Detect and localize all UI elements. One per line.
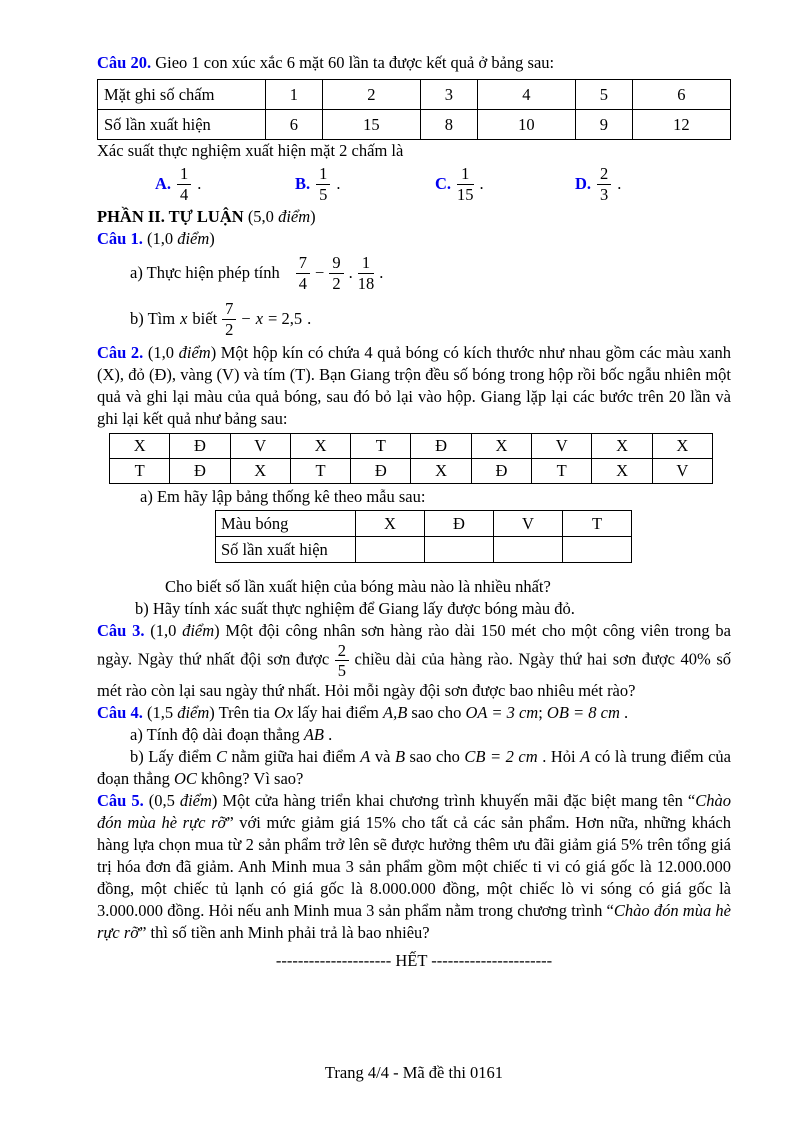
q1-part-b (97, 296, 731, 342)
period: . (307, 309, 312, 328)
q4-text: ; (538, 702, 547, 722)
q4b-text: có là trung điểm của đoạn thẳng (97, 746, 731, 788)
q3-points-close: ) (214, 621, 226, 640)
fraction (335, 642, 349, 680)
q20-question: Xác suất thực nghiệm xuất hiện mặt 2 chấm là (97, 141, 404, 160)
q4b-text: sao cho (405, 746, 465, 766)
table-row (98, 80, 731, 110)
part2-points-close: ) (310, 207, 316, 226)
table-header-cell: Số lần xuất hiện (216, 537, 356, 563)
q4a-text: a) Tính độ dài đoạn thẳng (130, 724, 304, 744)
q1-heading (97, 228, 731, 250)
minus-sign: − (315, 263, 325, 282)
table-cell: T (563, 511, 632, 537)
fraction (597, 165, 611, 203)
q1-points-open: (1,0 (142, 229, 178, 248)
table-cell: X (110, 434, 170, 459)
table-cell: X (356, 511, 425, 537)
table-row (110, 459, 713, 484)
equation-value: = 2,5 (268, 309, 303, 328)
table-cell: 8 (420, 110, 477, 140)
table-cell: 9 (575, 110, 632, 140)
q3-body-text2: chiều dài của hàng rào. Ngày thứ hai sơn được 40% số mét rào còn lại sau ngày thứ nhất. Hỏi mỗi ngày đội sơn được bao nhiêu mét rào? (97, 649, 731, 700)
q1-points-close: ) (209, 229, 215, 248)
math-x: x (255, 309, 264, 328)
q1-points-word: điểm (177, 229, 210, 248)
q4b-text: . Hỏi (537, 746, 581, 766)
fraction-numerator: 1 (457, 165, 474, 184)
table-cell: 15 (322, 110, 420, 140)
q4-points-word: điểm (177, 702, 210, 722)
q4-text: Trên tia (218, 702, 274, 722)
table-cell: Đ (411, 434, 471, 459)
fraction-denominator: 18 (357, 273, 375, 293)
math-Ox: Ox (273, 702, 294, 722)
math-A: A (580, 746, 591, 766)
part2-heading (97, 206, 731, 228)
fraction-numerator: 7 (222, 300, 236, 319)
table-cell: Đ (170, 459, 230, 484)
q3-points-open: (1,0 (144, 621, 183, 640)
fraction-denominator: 4 (298, 273, 308, 293)
math-C: C (215, 746, 227, 766)
q3-label: Câu 3. (97, 621, 145, 640)
math-OC: OC (173, 768, 197, 788)
table-header-cell: Mặt ghi số chấm (98, 80, 266, 110)
q5-text: ” với mức giảm giá 15% cho tất cả các sản phẩm. Hơn nữa, những khách hàng lựa chọn mua từ 2 sản phẩm trở lên sẽ được hưởng thêm ưu đãi giảm giá 5% trên tổng giá trị hóa đơn đã giảm. Anh Minh mua 3 sản phẩm gồm một chiếc ti vi có giá gốc là 12.000.000 đồng, một chiếc tủ lạnh có giá gốc là 8.000.000 đồng, một chiếc lò vi sóng có giá gốc là 3.000.000 đồng. Hỏi nếu anh Minh mua 3 sản phẩm nằm trong chương trình “ (97, 812, 731, 920)
q2-note: Cho biết số lần xuất hiện của bóng màu nào là nhiều nhất? (165, 577, 551, 596)
q5-points-open: (0,5 (143, 790, 180, 810)
table-cell: Đ (351, 459, 411, 484)
fraction (296, 254, 310, 292)
table-cell: V (532, 434, 592, 459)
fraction-numerator: 2 (335, 642, 349, 661)
table-cell: X (652, 434, 712, 459)
q5-text: ” thì số tiền anh Minh phải trả là bao nhiêu? (139, 922, 430, 942)
table-cell: 6 (632, 80, 730, 110)
option-a (155, 165, 295, 203)
fraction-numerator: 9 (329, 254, 343, 273)
page-footer: Trang 4/4 - Mã đề thi 0161 (324, 1063, 504, 1082)
fraction-denominator: 2 (332, 273, 341, 293)
q20-label: Câu 20. (97, 53, 152, 72)
end-dashes-left: --------------------- (275, 950, 392, 970)
q5-promo-name: Chào đón mùa hè rực rỡ (97, 900, 731, 942)
math-B: B (394, 746, 406, 766)
table-row (216, 537, 632, 563)
math-x: x (180, 309, 188, 328)
fraction-numerator: 2 (597, 165, 611, 184)
math-OA: OA = 3 cm (465, 702, 539, 722)
minus-sign: − (241, 309, 251, 328)
table-cell: X (592, 434, 652, 459)
table-cell: 3 (420, 80, 477, 110)
q3-body (97, 620, 731, 702)
fraction-denominator: 5 (337, 661, 346, 681)
math-AB-points: A,B (383, 702, 408, 722)
table-row (110, 434, 713, 459)
table-cell: 12 (632, 110, 730, 140)
table-cell: V (494, 511, 563, 537)
period: . (379, 263, 384, 282)
option-c (435, 165, 575, 203)
fraction (316, 165, 330, 203)
option-a-period: . (197, 174, 202, 193)
option-a-label: A. (155, 174, 172, 193)
stats-template-table (215, 510, 632, 563)
part2-title: PHẦN II. TỰ LUẬN (97, 207, 244, 226)
option-d-period: . (617, 174, 622, 193)
table-cell-empty (494, 537, 563, 563)
fraction-numerator: 1 (358, 254, 375, 273)
table-cell: X (411, 459, 471, 484)
table-cell: X (592, 459, 652, 484)
part2-points-word: điểm (278, 207, 311, 226)
q1-label: Câu 1. (97, 229, 143, 248)
end-dashes-right: ---------------------- (431, 950, 553, 970)
fraction-numerator: 1 (316, 165, 330, 184)
draw-results-table (109, 433, 713, 484)
table-cell-empty (356, 537, 425, 563)
table-cell: V (652, 459, 712, 484)
period: . (324, 724, 333, 744)
fraction (358, 254, 375, 292)
table-header-cell: Màu bóng (216, 511, 356, 537)
q4-text: lấy hai điểm (293, 702, 383, 722)
table-cell: T (290, 459, 350, 484)
table-row (216, 511, 632, 537)
table-cell: X (290, 434, 350, 459)
table-cell: Đ (170, 434, 230, 459)
q4-part-b (97, 746, 731, 790)
q2-points-open: (1,0 (143, 343, 179, 362)
fraction (329, 254, 343, 292)
q4-points-open: (1,5 (142, 702, 178, 722)
option-b (295, 165, 435, 203)
q4-part-a (97, 724, 731, 746)
math-CB: CB = 2 cm (464, 746, 538, 766)
table-cell: 2 (322, 80, 420, 110)
table-cell: 6 (266, 110, 323, 140)
fraction-denominator: 2 (225, 319, 234, 339)
end-marker (97, 950, 731, 972)
q5-text: Một cửa hàng triển khai chương trình khuyến mãi đặc biệt mang tên “ (222, 790, 696, 810)
q2-label: Câu 2. (97, 343, 144, 362)
table-cell: Đ (425, 511, 494, 537)
table-cell: X (471, 434, 531, 459)
q5-points-close: ) (211, 790, 223, 810)
table-cell: 10 (477, 110, 575, 140)
fraction-denominator: 5 (319, 184, 328, 204)
table-cell: X (230, 459, 290, 484)
table-cell: 5 (575, 80, 632, 110)
multiplication-dot: . (348, 263, 353, 282)
q5-promo-name: Chào đón mùa hè rực rỡ (97, 790, 731, 832)
table-header-cell: Số lần xuất hiện (98, 110, 266, 140)
option-b-period: . (336, 174, 341, 193)
fraction-denominator: 4 (180, 184, 189, 204)
table-cell: Đ (471, 459, 531, 484)
table-cell: T (351, 434, 411, 459)
q5-label: Câu 5. (97, 790, 144, 810)
q20-options-row (97, 162, 731, 206)
fraction (457, 165, 474, 203)
table-row (98, 110, 731, 140)
fraction-denominator: 15 (457, 184, 474, 204)
q4b-text: nằm giữa hai điểm (226, 746, 361, 766)
option-d-label: D. (575, 174, 592, 193)
table-cell-empty (563, 537, 632, 563)
option-c-label: C. (435, 174, 452, 193)
fraction-numerator: 1 (177, 165, 191, 184)
q4b-text: b) Lấy điểm (130, 746, 216, 766)
fraction (177, 165, 191, 203)
q5-points-word: điểm (179, 790, 212, 810)
table-cell: V (230, 434, 290, 459)
table-cell: T (110, 459, 170, 484)
q4-text: . (619, 702, 629, 722)
part2-points-open: (5,0 (243, 207, 279, 226)
q20-intro-text: Gieo 1 con xúc xắc 6 mặt 60 lần ta được kết quả ở bảng sau: (151, 53, 555, 72)
option-b-label: B. (295, 174, 311, 193)
q2-part-a: a) Em hãy lập bảng thống kê theo mẫu sau: (140, 487, 426, 506)
q5-body (97, 790, 731, 944)
q4b-text: không? Vì sao? (196, 768, 304, 788)
q2-body (97, 342, 731, 430)
q4b-text: và (370, 746, 395, 766)
fraction-numerator: 7 (296, 254, 310, 273)
q4-points-close: ) (209, 702, 219, 722)
q2-points-close: ) (210, 343, 221, 362)
q20-intro-line (97, 52, 731, 74)
q1-part-a (97, 250, 731, 296)
q3-body-text1: Một đội công nhân sơn hàng rào dài 150 mét cho một công viên trong ba ngày. Ngày thứ nhất đội sơn được (97, 621, 731, 669)
q1b-text1: b) Tìm (130, 309, 176, 328)
option-c-period: . (479, 174, 484, 193)
fraction-denominator: 3 (600, 184, 609, 204)
table-cell: 1 (266, 80, 323, 110)
q2-points-word: điểm (178, 343, 211, 362)
q1a-text: a) Thực hiện phép tính (130, 263, 280, 282)
end-word: HẾT (395, 950, 428, 970)
q1b-text2: biết (192, 309, 218, 328)
dice-results-table (97, 79, 731, 140)
table-cell: T (532, 459, 592, 484)
math-AB: AB (303, 724, 324, 744)
fraction (222, 300, 236, 338)
q4-label: Câu 4. (97, 702, 143, 722)
q4-heading (97, 702, 731, 724)
table-cell-empty (425, 537, 494, 563)
math-OB: OB = 8 cm (546, 702, 620, 722)
table-cell: 4 (477, 80, 575, 110)
option-d (575, 165, 715, 203)
q2-part-b: b) Hãy tính xác suất thực nghiệm để Giang lấy được bóng màu đỏ. (135, 599, 575, 618)
q2-body-text: Một hộp kín có chứa 4 quả bóng có kích thước như nhau gồm các màu xanh (X), đỏ (Đ), vàng (V) và tím (T). Bạn Giang trộn đều số bóng trong hộp rồi bốc ngẫu nhiên một quả và ghi lại màu của quả bóng, sau đó bỏ lại vào hộp. Giang lặp lại các bước trên 20 lần và ghi lại kết quả như bảng sau: (97, 343, 732, 428)
math-A: A (360, 746, 371, 766)
q3-points-word: điểm (182, 621, 215, 640)
q4-text: sao cho (407, 702, 466, 722)
